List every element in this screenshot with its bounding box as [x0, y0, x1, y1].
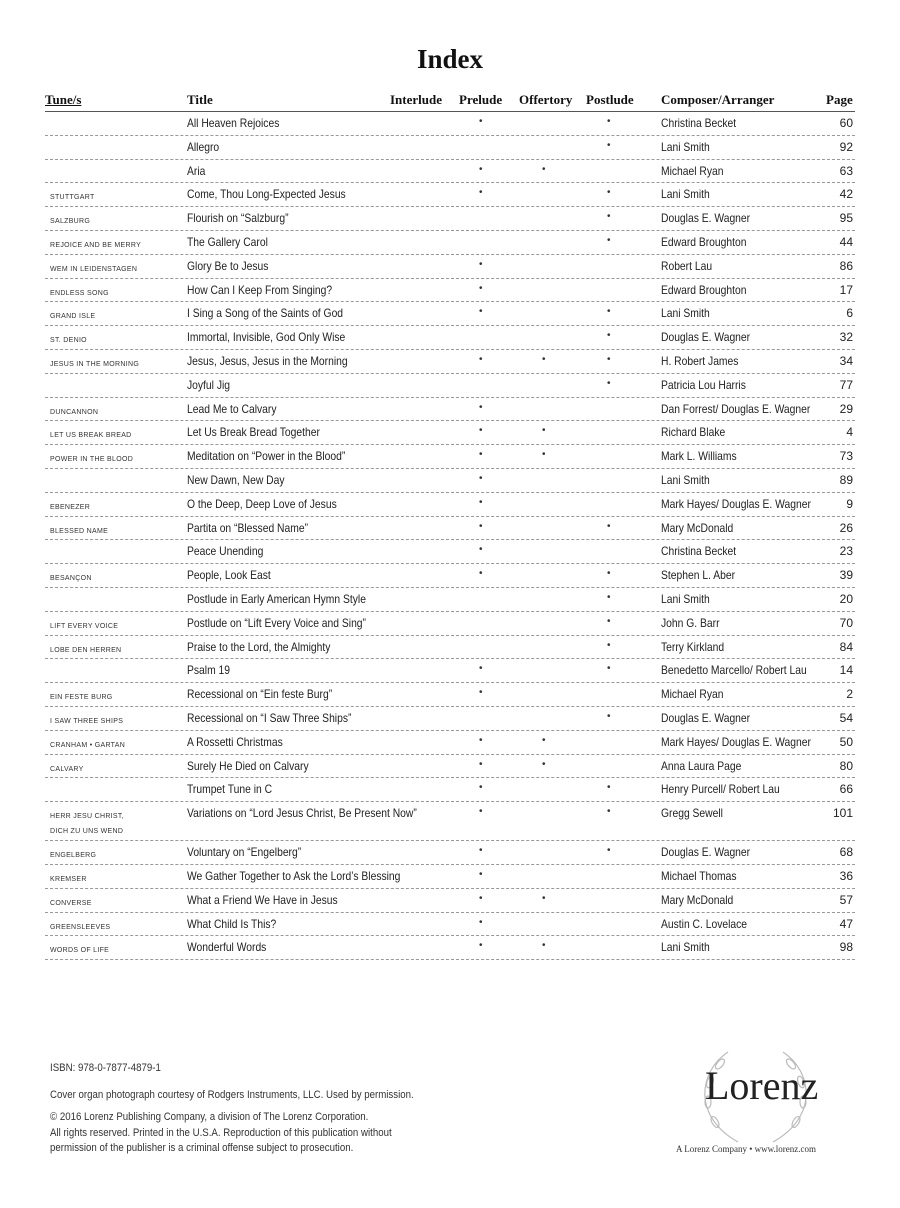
piece-title: Allegro: [187, 139, 220, 154]
piece-title: Flourish on “Salzburg”: [187, 211, 289, 226]
composer-name: Edward Broughton: [661, 234, 747, 249]
table-row: [45, 136, 855, 160]
tune-name: GREENSLEEVES: [50, 923, 111, 931]
table-row: [45, 302, 855, 326]
tune-name: WEM IN LEIDENSTAGEN: [50, 265, 138, 273]
lorenz-tagline: A Lorenz Company • www.lorenz.com: [676, 1144, 817, 1154]
tune-name: ENDLESS SONG: [50, 289, 109, 297]
table-row: [45, 350, 855, 374]
table-row: [45, 612, 855, 636]
page-number: 34: [839, 353, 853, 368]
page-number: 66: [839, 782, 853, 797]
prelude-mark: •: [479, 663, 483, 675]
composer-name: Richard Blake: [661, 425, 726, 440]
tune-name-line: DICH ZU UNS WEND: [50, 828, 124, 836]
prelude-mark: •: [479, 258, 483, 270]
piece-title: Come, Thou Long-Expected Jesus: [187, 187, 346, 202]
tune-name: KREMSER: [50, 875, 87, 883]
page-number: 95: [839, 211, 853, 226]
table-row: [45, 564, 855, 588]
table-row: [45, 913, 855, 937]
table-row: [45, 517, 855, 541]
composer-name: Michael Ryan: [661, 687, 724, 702]
postlude-mark: •: [607, 330, 611, 342]
piece-title: Psalm 19: [187, 663, 231, 678]
piece-title: Peace Unending: [187, 544, 264, 559]
piece-title: Wonderful Words: [187, 940, 267, 955]
piece-title: New Dawn, New Day: [187, 472, 285, 487]
composer-name: Christina Becket: [661, 116, 737, 130]
composer-name: Henry Purcell/ Robert Lau: [661, 782, 780, 797]
tune-name: LET US BREAK BREAD: [50, 432, 132, 440]
index-table: [45, 112, 855, 960]
piece-title: Recessional on “Ein feste Burg”: [187, 687, 333, 702]
page-number: 2: [846, 687, 853, 702]
table-row: [45, 231, 855, 255]
composer-name: Mark L. Williams: [661, 449, 737, 464]
table-row: [45, 160, 855, 184]
composer-name: Mary McDonald: [661, 520, 734, 535]
table-row: [45, 112, 855, 136]
copyright-line-2: All rights reserved. Printed in the U.S.A. Reproduction of this publication without: [50, 1126, 392, 1139]
tune-name: LOBE DEN HERREN: [50, 646, 122, 654]
prelude-mark: •: [479, 187, 483, 199]
composer-name: Benedetto Marcello/ Robert Lau: [661, 663, 807, 678]
piece-title: Let Us Break Bread Together: [187, 425, 320, 440]
table-row: [45, 445, 855, 469]
header-tune: Tune/s: [45, 92, 82, 107]
table-row: [45, 421, 855, 445]
page-number: 23: [839, 544, 853, 559]
offertory-mark: •: [542, 425, 546, 437]
table-row: [45, 326, 855, 350]
table-row: [45, 755, 855, 779]
composer-name: Mary McDonald: [661, 892, 734, 907]
prelude-mark: •: [479, 425, 483, 437]
piece-title: Voluntary on “Engelberg”: [187, 845, 302, 860]
prelude-mark: •: [479, 892, 483, 904]
table-row: [45, 889, 855, 913]
page-number: 50: [839, 734, 853, 749]
prelude-mark: •: [479, 116, 483, 127]
piece-title: I Sing a Song of the Saints of God: [187, 306, 344, 321]
prelude-mark: •: [479, 353, 483, 365]
tune-name: LIFT EVERY VOICE: [50, 622, 119, 630]
page-number: 73: [839, 449, 853, 464]
page-number: 14: [839, 663, 853, 678]
table-row: [45, 540, 855, 564]
page-number: 54: [839, 710, 853, 725]
table-row: [45, 279, 855, 303]
offertory-mark: •: [542, 163, 546, 175]
composer-name: Lani Smith: [661, 940, 710, 955]
page-number: 9: [846, 496, 853, 511]
composer-name: Robert Lau: [661, 258, 713, 273]
postlude-mark: •: [607, 615, 611, 627]
header-title: Title: [187, 92, 213, 107]
header-page: Page: [826, 92, 853, 107]
table-row: [45, 469, 855, 493]
table-row: [45, 493, 855, 517]
composer-name: Lani Smith: [661, 139, 710, 154]
page-number: 4: [846, 425, 853, 440]
tune-name: SALZBURG: [50, 218, 91, 226]
piece-title: O the Deep, Deep Love of Jesus: [187, 496, 337, 511]
table-row: [45, 936, 855, 960]
tune-name: ST. DENIO: [50, 337, 87, 345]
page-number: 63: [839, 163, 853, 178]
composer-name: Michael Ryan: [661, 163, 724, 178]
table-row: [45, 588, 855, 612]
prelude-mark: •: [479, 734, 483, 746]
piece-title: Lead Me to Calvary: [187, 401, 277, 416]
piece-title: Postlude on “Lift Every Voice and Sing”: [187, 615, 366, 630]
page-number: 70: [839, 615, 853, 630]
page-number: 86: [839, 258, 853, 273]
postlude-mark: •: [607, 139, 611, 151]
piece-title: How Can I Keep From Singing?: [187, 282, 333, 297]
composer-name: Gregg Sewell: [661, 806, 723, 821]
prelude-mark: •: [479, 868, 483, 880]
prelude-mark: •: [479, 782, 483, 794]
postlude-mark: •: [607, 520, 611, 532]
page-number: 17: [839, 282, 853, 297]
table-row: [45, 398, 855, 422]
composer-name: Mark Hayes/ Douglas E. Wagner: [661, 734, 811, 749]
piece-title: A Rossetti Christmas: [187, 734, 283, 749]
piece-title: Variations on “Lord Jesus Christ, Be Present Now”: [187, 806, 417, 821]
page-number: 92: [839, 139, 853, 154]
copyright-line-3: permission of the publisher is a criminal offense subject to prosecution.: [50, 1142, 354, 1154]
composer-name: Douglas E. Wagner: [661, 330, 751, 345]
prelude-mark: •: [479, 568, 483, 580]
prelude-mark: •: [479, 845, 483, 857]
table-row: [45, 802, 855, 841]
postlude-mark: •: [607, 353, 611, 365]
offertory-mark: •: [542, 353, 546, 365]
piece-title: What a Friend We Have in Jesus: [187, 892, 338, 907]
prelude-mark: •: [479, 806, 483, 818]
offertory-mark: •: [542, 449, 546, 461]
offertory-mark: •: [542, 758, 546, 770]
prelude-mark: •: [479, 940, 483, 952]
piece-title: We Gather Together to Ask the Lord’s Blessing: [187, 868, 401, 883]
prelude-mark: •: [479, 306, 483, 318]
prelude-mark: •: [479, 544, 483, 556]
tune-name: WORDS OF LIFE: [50, 947, 110, 955]
table-row: [45, 778, 855, 802]
page-number: 57: [839, 892, 853, 907]
tune-name-line: HERR JESU CHRIST,: [50, 813, 124, 821]
composer-name: Dan Forrest/ Douglas E. Wagner: [661, 401, 811, 416]
prelude-mark: •: [479, 163, 483, 175]
postlude-mark: •: [607, 187, 611, 199]
composer-name: Lani Smith: [661, 591, 710, 606]
page-number: 98: [839, 940, 853, 955]
page-number: 20: [839, 591, 853, 606]
page-number: 44: [839, 234, 853, 249]
table-row: [45, 255, 855, 279]
prelude-mark: •: [479, 472, 483, 484]
prelude-mark: •: [479, 520, 483, 532]
page-number: 47: [839, 916, 853, 931]
postlude-mark: •: [607, 306, 611, 318]
postlude-mark: •: [607, 782, 611, 794]
table-row: [45, 707, 855, 731]
tune-name: CONVERSE: [50, 899, 92, 907]
composer-name: H. Robert James: [661, 353, 739, 368]
postlude-mark: •: [607, 663, 611, 675]
composer-name: Douglas E. Wagner: [661, 845, 751, 860]
composer-name: Douglas E. Wagner: [661, 710, 751, 725]
page-number: 77: [839, 377, 853, 392]
header-interlude: Interlude: [390, 92, 442, 107]
table-row: [45, 207, 855, 231]
table-row: [45, 731, 855, 755]
piece-title: Partita on “Blessed Name”: [187, 520, 309, 535]
tune-name: EIN FESTE BURG: [50, 694, 113, 702]
tune-name: STUTTGART: [50, 194, 95, 202]
piece-title: The Gallery Carol: [187, 234, 268, 249]
composer-name: Stephen L. Aber: [661, 568, 736, 583]
lorenz-logo: Lorenz: [705, 1063, 819, 1108]
piece-title: Immortal, Invisible, God Only Wise: [187, 330, 346, 345]
piece-title: What Child Is This?: [187, 916, 277, 931]
piece-title: Jesus, Jesus, Jesus in the Morning: [187, 353, 348, 368]
postlude-mark: •: [607, 234, 611, 246]
table-row: [45, 659, 855, 683]
composer-name: Lani Smith: [661, 187, 710, 202]
postlude-mark: •: [607, 710, 611, 722]
tune-name: I SAW THREE SHIPS: [50, 717, 124, 725]
piece-title: Glory Be to Jesus: [187, 258, 269, 273]
prelude-mark: •: [479, 687, 483, 699]
postlude-mark: •: [607, 116, 611, 127]
tune-name: CRANHAM • GARTAN: [50, 741, 126, 749]
tune-name: BLESSED NAME: [50, 527, 109, 535]
table-row: [45, 374, 855, 398]
piece-title: Meditation on “Power in the Blood”: [187, 449, 346, 464]
page-number: 60: [839, 116, 853, 130]
postlude-mark: •: [607, 591, 611, 603]
page-number: 36: [839, 868, 853, 883]
tune-name: REJOICE AND BE MERRY: [50, 241, 142, 249]
piece-title: Recessional on “I Saw Three Ships”: [187, 710, 352, 725]
table-header: [0, 92, 900, 112]
page-title: Index: [416, 44, 484, 74]
piece-title: Joyful Jig: [187, 377, 231, 392]
postlude-mark: •: [607, 806, 611, 818]
tune-name: [50, 809, 124, 839]
postlude-mark: •: [607, 211, 611, 223]
composer-name: Christina Becket: [661, 544, 737, 559]
header-postlude: Postlude: [586, 92, 634, 107]
tune-name: CALVARY: [50, 765, 84, 773]
postlude-mark: •: [607, 377, 611, 389]
page-number: 101: [832, 806, 853, 821]
tune-name: ENGELBERG: [50, 852, 97, 860]
page-number: 89: [839, 472, 853, 487]
piece-title: Trumpet Tune in C: [187, 782, 273, 797]
piece-title: Surely He Died on Calvary: [187, 758, 309, 773]
page-number: 6: [846, 306, 853, 321]
cover-credit: Cover organ photograph courtesy of Rodgers Instruments, LLC. Used by permission.: [50, 1089, 414, 1101]
page-number: 26: [839, 520, 853, 535]
prelude-mark: •: [479, 916, 483, 928]
page-number: 32: [839, 330, 853, 345]
prelude-mark: •: [479, 401, 483, 413]
composer-name: Patricia Lou Harris: [661, 377, 746, 392]
piece-title: Postlude in Early American Hymn Style: [187, 591, 366, 606]
composer-name: Douglas E. Wagner: [661, 211, 751, 226]
postlude-mark: •: [607, 845, 611, 857]
copyright-line-1: © 2016 Lorenz Publishing Company, a division of The Lorenz Corporation.: [50, 1111, 369, 1123]
page-number: 80: [839, 758, 853, 773]
table-row: [45, 841, 855, 865]
table-row: [45, 865, 855, 889]
header-composer: Composer/Arranger: [661, 92, 775, 107]
piece-title: People, Look East: [187, 568, 271, 583]
offertory-mark: •: [542, 734, 546, 746]
table-row: [45, 183, 855, 207]
tune-name: GRAND ISLE: [50, 313, 96, 321]
piece-title: Praise to the Lord, the Almighty: [187, 639, 331, 654]
composer-name: Austin C. Lovelace: [661, 916, 748, 931]
postlude-mark: •: [607, 568, 611, 580]
composer-name: Lani Smith: [661, 306, 710, 321]
tune-name: POWER IN THE BLOOD: [50, 456, 134, 464]
composer-name: Edward Broughton: [661, 282, 747, 297]
prelude-mark: •: [479, 282, 483, 294]
piece-title: All Heaven Rejoices: [187, 116, 280, 130]
header-offertory: Offertory: [519, 92, 573, 107]
page-number: 39: [839, 568, 853, 583]
prelude-mark: •: [479, 496, 483, 508]
table-row: [45, 636, 855, 660]
composer-name: John G. Barr: [661, 615, 720, 630]
table-row: [45, 683, 855, 707]
page-number: 42: [839, 187, 853, 202]
composer-name: Mark Hayes/ Douglas E. Wagner: [661, 496, 811, 511]
prelude-mark: •: [479, 758, 483, 770]
tune-name: DUNCANNON: [50, 408, 99, 416]
offertory-mark: •: [542, 940, 546, 952]
composer-name: Lani Smith: [661, 472, 710, 487]
prelude-mark: •: [479, 449, 483, 461]
isbn: ISBN: 978-0-7877-4879-1: [50, 1062, 161, 1074]
composer-name: Terry Kirkland: [661, 639, 725, 654]
postlude-mark: •: [607, 639, 611, 651]
piece-title: Aria: [187, 163, 206, 178]
page-number: 29: [839, 401, 853, 416]
offertory-mark: •: [542, 892, 546, 904]
composer-name: Anna Laura Page: [661, 758, 742, 773]
page-number: 84: [839, 639, 853, 654]
tune-name: EBENEZER: [50, 503, 91, 511]
composer-name: Michael Thomas: [661, 868, 737, 883]
tune-name: BESANÇON: [50, 575, 92, 583]
tune-name: JESUS IN THE MORNING: [50, 360, 140, 368]
page-number: 68: [839, 845, 853, 860]
header-prelude: Prelude: [459, 92, 503, 107]
